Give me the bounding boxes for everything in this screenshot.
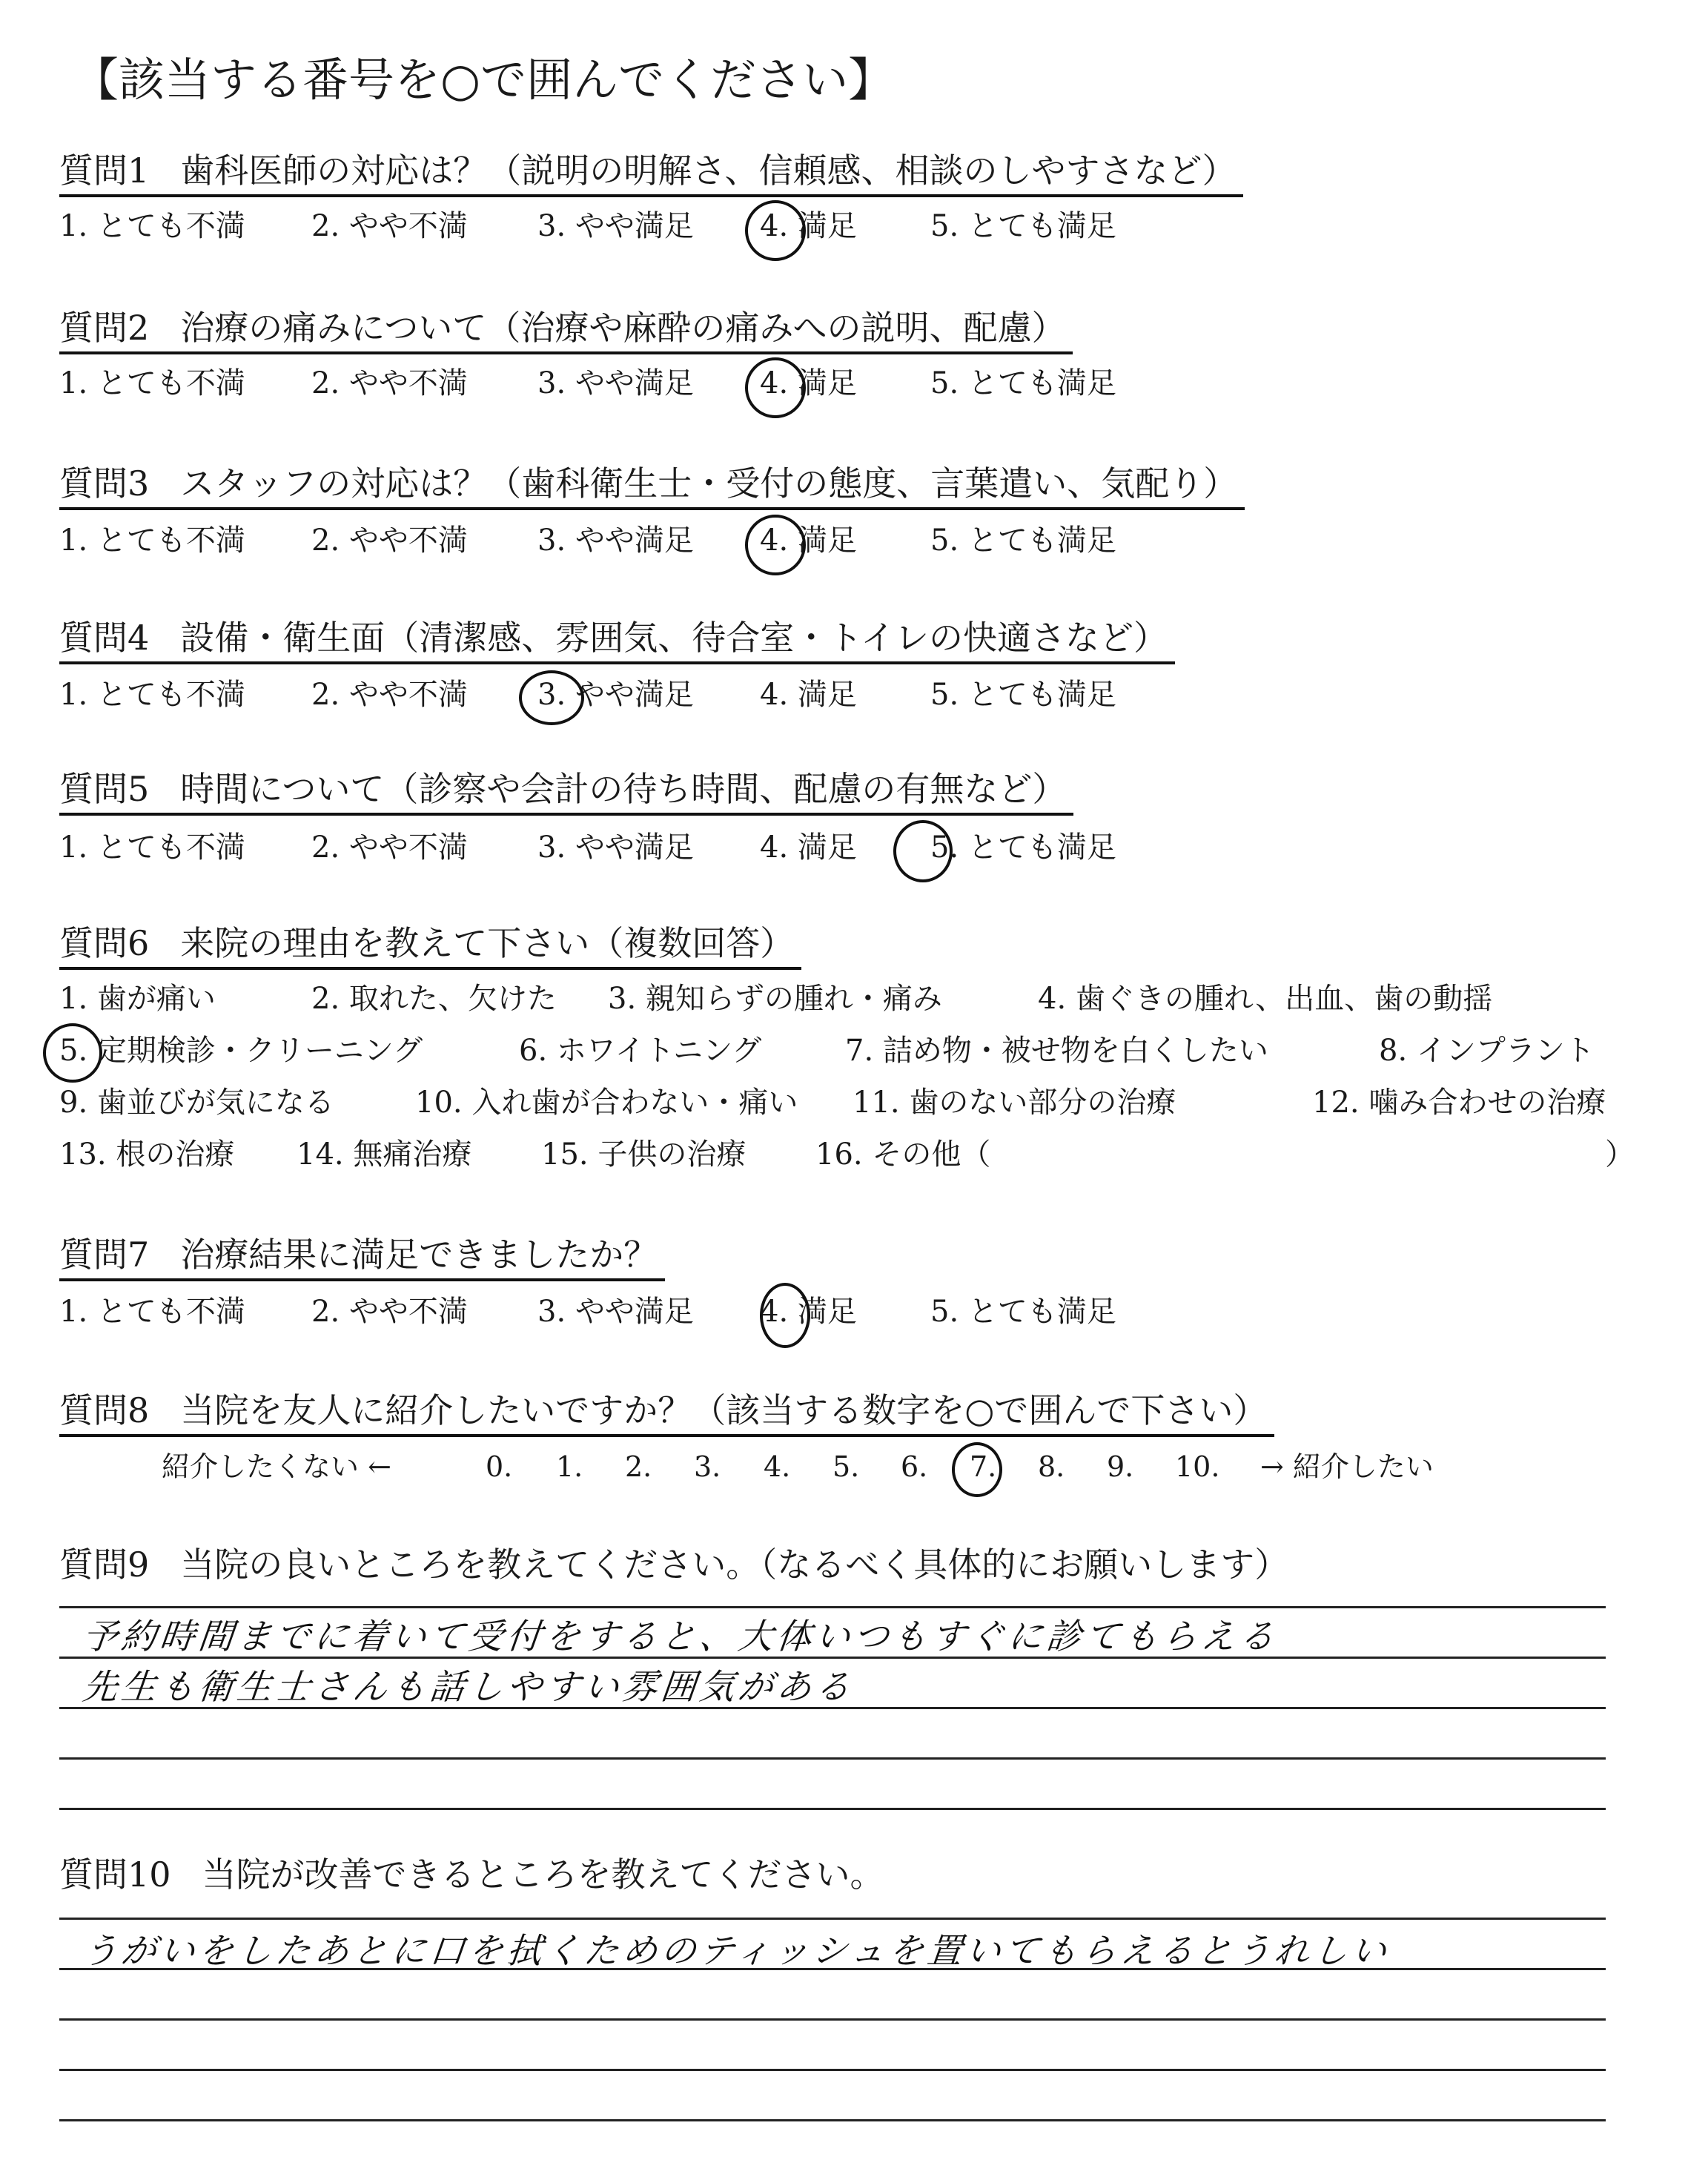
selected-circle [43, 1023, 102, 1083]
question-text: 来院の理由を教えて下さい（複数回答） [180, 923, 795, 963]
score-7[interactable]: 7. [970, 1450, 997, 1483]
question-number: 質問7 [59, 1235, 150, 1275]
other-close-paren: ） [1605, 1137, 1635, 1172]
answer-line [59, 2119, 1606, 2121]
option-2[interactable]: 2. やや不満 [311, 830, 468, 865]
option-3[interactable]: 3. やや満足 [537, 1295, 694, 1329]
question-text: 治療結果に満足できましたか？ [180, 1235, 658, 1275]
high-label: → 紹介したい [1260, 1450, 1434, 1483]
question-10 [59, 1852, 892, 1898]
reason-15[interactable]: 15. 子供の治療 [541, 1137, 747, 1172]
score-2[interactable]: 2. [625, 1450, 652, 1483]
score-1[interactable]: 1. [556, 1450, 583, 1483]
page-title: 【該当する番号を○で囲んでください】 [73, 53, 895, 107]
question-text: 当院が改善できるところを教えてください。 [202, 1855, 884, 1895]
option-2[interactable]: 2. やや不満 [311, 366, 468, 400]
reason-5[interactable]: 5. 定期検診・クリーニング [59, 1034, 423, 1068]
question-text: 治療の痛みについて（治療や麻酔の痛みへの説明、配慮） [180, 308, 1066, 348]
option-5[interactable]: 5. とても満足 [930, 524, 1116, 558]
selected-circle [952, 1442, 1002, 1497]
question-number: 質問2 [59, 308, 150, 348]
reason-14[interactable]: 14. 無痛治療 [297, 1137, 472, 1172]
question-4 [59, 615, 1175, 664]
question-number: 質問4 [59, 618, 150, 658]
score-3[interactable]: 3. [694, 1450, 721, 1483]
option-5[interactable]: 5. とても満足 [930, 830, 1116, 865]
reason-1[interactable]: 1. 歯が痛い [59, 982, 216, 1016]
handwritten-answer-line-1: 予約時間までに着いて受付をすると、大体いつもすぐに診てもらえる [80, 1616, 1280, 1657]
score-10[interactable]: 10. [1175, 1450, 1220, 1483]
reason-6[interactable]: 6. ホワイトニング [519, 1034, 762, 1068]
question-number: 質問5 [59, 769, 150, 809]
score-8[interactable]: 8. [1038, 1450, 1065, 1483]
question-text: 歯科医師の対応は？（説明の明解さ、信頼感、相談のしやすさなど） [180, 151, 1237, 191]
reason-3[interactable]: 3. 親知らずの腫れ・痛み [608, 982, 942, 1016]
option-5[interactable]: 5. とても満足 [930, 678, 1116, 712]
answer-line [59, 2069, 1606, 2071]
option-2[interactable]: 2. やや不満 [311, 524, 468, 558]
option-3[interactable]: 3. やや満足 [537, 678, 694, 712]
question-1 [59, 148, 1243, 197]
option-4[interactable]: 4. 満足 [760, 209, 857, 243]
option-5[interactable]: 5. とても満足 [930, 366, 1116, 400]
option-2[interactable]: 2. やや不満 [311, 678, 468, 712]
reason-2[interactable]: 2. 取れた、欠けた [311, 982, 557, 1016]
option-1[interactable]: 1. とても不満 [59, 209, 245, 243]
question-number: 質問9 [59, 1545, 150, 1585]
selected-circle [893, 820, 953, 882]
reason-16[interactable]: 16. その他（ [815, 1137, 991, 1172]
option-3[interactable]: 3. やや満足 [537, 830, 694, 865]
answer-line [59, 1808, 1606, 1810]
option-3[interactable]: 3. やや満足 [537, 366, 694, 400]
question-9 [59, 1542, 1296, 1588]
option-5[interactable]: 5. とても満足 [930, 209, 1116, 243]
reason-10[interactable]: 10. 入れ歯が合わない・痛い [415, 1086, 798, 1120]
handwritten-answer-line-1: うがいをしたあとに口を拭くためのティッシュを置いてもらえるとうれしい [80, 1931, 1392, 1972]
question-6 [59, 921, 801, 970]
q6-reasons [59, 980, 1661, 1172]
score-5[interactable]: 5. [833, 1450, 860, 1483]
selected-circle [519, 670, 584, 725]
question-text: スタッフの対応は？（歯科衛生士・受付の態度、言葉遣い、気配り） [180, 463, 1238, 503]
reason-8[interactable]: 8. インプラント [1379, 1034, 1595, 1068]
option-2[interactable]: 2. やや不満 [311, 209, 468, 243]
answer-line [59, 1757, 1606, 1760]
reason-9[interactable]: 9. 歯並びが気になる [59, 1086, 334, 1120]
reason-11[interactable]: 11. 歯のない部分の治療 [853, 1086, 1176, 1120]
question-7 [59, 1232, 665, 1281]
option-4[interactable]: 4. 満足 [760, 1295, 857, 1329]
score-6[interactable]: 6. [901, 1450, 928, 1483]
low-label: 紹介したくない ← [162, 1450, 391, 1483]
score-0[interactable]: 0. [486, 1450, 513, 1483]
option-1[interactable]: 1. とても不満 [59, 1295, 245, 1329]
question-5 [59, 767, 1073, 816]
selected-circle [745, 200, 806, 261]
option-4[interactable]: 4. 満足 [760, 678, 857, 712]
reason-7[interactable]: 7. 詰め物・被せ物を白くしたい [845, 1034, 1268, 1068]
option-2[interactable]: 2. やや不満 [311, 1295, 468, 1329]
option-1[interactable]: 1. とても不満 [59, 678, 245, 712]
question-number: 質問1 [59, 151, 150, 191]
question-3 [59, 461, 1245, 510]
selected-circle [745, 357, 806, 418]
option-1[interactable]: 1. とても不満 [59, 366, 245, 400]
option-3[interactable]: 3. やや満足 [537, 209, 694, 243]
option-4[interactable]: 4. 満足 [760, 524, 857, 558]
reason-12[interactable]: 12. 噛み合わせの治療 [1312, 1086, 1606, 1120]
selected-circle [745, 515, 806, 575]
question-number: 質問8 [59, 1390, 150, 1430]
question-text: 当院を友人に紹介したいですか？（該当する数字を○で囲んで下さい） [180, 1390, 1268, 1430]
answer-line [59, 2018, 1606, 2021]
score-4[interactable]: 4. [764, 1450, 791, 1483]
option-1[interactable]: 1. とても不満 [59, 830, 245, 865]
option-3[interactable]: 3. やや満足 [537, 524, 694, 558]
reason-13[interactable]: 13. 根の治療 [59, 1137, 235, 1172]
handwritten-answer-line-2: 先生も衛生士さんも話しやすい雰囲気がある [80, 1667, 856, 1708]
option-4[interactable]: 4. 満足 [760, 830, 857, 865]
selected-circle [760, 1283, 810, 1348]
option-5[interactable]: 5. とても満足 [930, 1295, 1116, 1329]
score-9[interactable]: 9. [1107, 1450, 1134, 1483]
answer-line [59, 1606, 1606, 1608]
option-1[interactable]: 1. とても不満 [59, 524, 245, 558]
reason-4[interactable]: 4. 歯ぐきの腫れ、出血、歯の動揺 [1038, 982, 1493, 1016]
question-text: 設備・衛生面（清潔感、雰囲気、待合室・トイレの快適さなど） [180, 618, 1168, 658]
question-8 [59, 1388, 1274, 1437]
question-text: 当院の良いところを教えてください。（なるべく具体的にお願いします） [180, 1545, 1289, 1585]
question-text: 時間について（診察や会計の待ち時間、配慮の有無など） [180, 769, 1067, 809]
question-2 [59, 305, 1073, 354]
question-number: 質問10 [59, 1855, 171, 1895]
question-number: 質問6 [59, 923, 150, 963]
question-number: 質問3 [59, 463, 150, 503]
answer-line [59, 1918, 1606, 1920]
option-4[interactable]: 4. 満足 [760, 366, 857, 400]
